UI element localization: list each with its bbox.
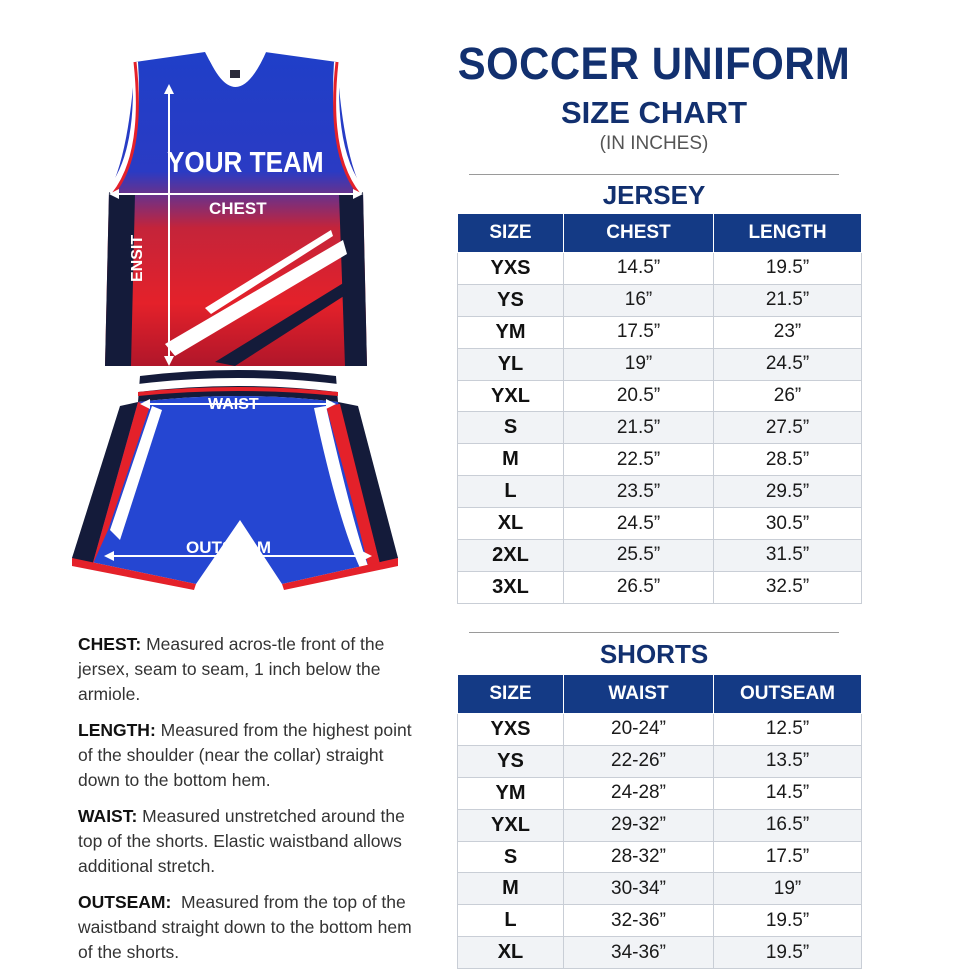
table-row (458, 571, 862, 603)
waist-label: WAIST (208, 396, 259, 413)
chart-title: SOCCER UNIFORM (457, 38, 851, 89)
header-outseam: OUTSEAM (714, 675, 862, 714)
measurement-cell: 23.5” (564, 476, 714, 508)
size-cell: YXL (458, 809, 564, 841)
measurement-cell: 19.5” (714, 905, 862, 937)
size-cell: XL (458, 508, 564, 540)
team-name-text: YOUR TEAM (167, 147, 324, 179)
table-row (458, 508, 862, 540)
measurement-cell: 26” (714, 380, 862, 412)
table-row (458, 476, 862, 508)
measurement-cell: 14.5” (714, 777, 862, 809)
measurement-cell: 26.5” (564, 571, 714, 603)
measurement-cell: 19.5” (714, 937, 862, 969)
size-cell: YS (458, 745, 564, 777)
measurement-cell: 28.5” (714, 444, 862, 476)
note-waist: WAIST: Measured unstretched around the top of the shorts. Elastic waistband allows additional stretch. (78, 806, 405, 876)
table-row (458, 444, 862, 476)
note-chest: CHEST: Measured acros-tle front of the jersex, seam to seam, 1 inch below the armiole. (78, 634, 385, 704)
size-cell: YXS (458, 253, 564, 285)
table-row (458, 809, 862, 841)
size-cell: YL (458, 348, 564, 380)
size-cell: S (458, 412, 564, 444)
measurement-cell: 34-36” (564, 937, 714, 969)
measurement-cell: 29-32” (564, 809, 714, 841)
size-cell: YM (458, 777, 564, 809)
tag (230, 70, 240, 78)
divider (469, 174, 839, 175)
size-cell: L (458, 905, 564, 937)
table-row (458, 714, 862, 746)
measurement-cell: 19” (714, 873, 862, 905)
header-waist: WAIST (564, 675, 714, 714)
measurement-cell: 32-36” (564, 905, 714, 937)
table-row (458, 873, 862, 905)
note-outseam: OUTSEAM: Measured from the top of the waistband straight down to the bottom hem of the shorts. (78, 892, 417, 962)
measurement-cell: 28-32” (564, 841, 714, 873)
jersey-illustration (95, 44, 377, 374)
measurement-cell: 27.5” (714, 412, 862, 444)
measurement-cell: 30.5” (714, 508, 862, 540)
size-cell: L (458, 476, 564, 508)
divider (469, 632, 839, 633)
table-row (458, 937, 862, 969)
table-row (458, 348, 862, 380)
measurement-cell: 19” (564, 348, 714, 380)
size-cell: YS (458, 284, 564, 316)
chart-subtitle: SIZE CHART (561, 95, 747, 130)
header-length: LENGTH (714, 214, 862, 253)
shorts-illustration (68, 370, 408, 595)
table-row (458, 253, 862, 285)
measurement-cell: 16.5” (714, 809, 862, 841)
measurement-cell: 19.5” (714, 253, 862, 285)
measurement-cell: 32.5” (714, 571, 862, 603)
shorts-section-title: SHORTS (599, 639, 709, 669)
chest-label: CHEST (209, 199, 267, 218)
outseam-label: OUTSEAM (186, 538, 271, 557)
measurement-cell: 25.5” (564, 540, 714, 572)
measurement-cell: 31.5” (714, 540, 862, 572)
measurement-cell: 22.5” (564, 444, 714, 476)
size-cell: 3XL (458, 571, 564, 603)
measurement-cell: 16” (564, 284, 714, 316)
measurement-cell: 12.5” (714, 714, 862, 746)
size-cell: XL (458, 937, 564, 969)
table-row (458, 540, 862, 572)
jersey-size-table (457, 213, 862, 604)
measurement-cell: 29.5” (714, 476, 862, 508)
table-row (458, 745, 862, 777)
shorts-size-table (457, 674, 862, 969)
measurement-cell: 23” (714, 316, 862, 348)
size-cell: YXS (458, 714, 564, 746)
size-cell: YM (458, 316, 564, 348)
table-row (458, 777, 862, 809)
measurement-cell: 21.5” (564, 412, 714, 444)
measurement-cell: 24-28” (564, 777, 714, 809)
measurement-cell: 17.5” (714, 841, 862, 873)
measurement-cell: 21.5” (714, 284, 862, 316)
size-cell: M (458, 444, 564, 476)
measurement-cell: 22-26” (564, 745, 714, 777)
table-row (458, 380, 862, 412)
table-row (458, 284, 862, 316)
measurement-cell: 14.5” (564, 253, 714, 285)
jersey-section-title: JERSEY (602, 180, 706, 210)
header-size: SIZE (458, 214, 564, 253)
size-cell: 2XL (458, 540, 564, 572)
size-cell: S (458, 841, 564, 873)
table-row (458, 412, 862, 444)
measurement-cell: 13.5” (714, 745, 862, 777)
measurement-cell: 20.5” (564, 380, 714, 412)
table-header-row (458, 675, 862, 714)
size-cell: M (458, 873, 564, 905)
measurement-cell: 24.5” (714, 348, 862, 380)
table-row (458, 316, 862, 348)
measurement-cell: 17.5” (564, 316, 714, 348)
table-row (458, 841, 862, 873)
measurement-cell: 20-24” (564, 714, 714, 746)
measurement-cell: 30-34” (564, 873, 714, 905)
length-label: ENSIT (129, 234, 146, 282)
units-note: (IN INCHES) (599, 133, 709, 154)
table-row (458, 905, 862, 937)
table-header-row (458, 214, 862, 253)
note-length: LENGTH: Measured from the highest point of the shoulder (near the collar) straight down to the bottom hem. (78, 720, 412, 790)
header-size: SIZE (458, 675, 564, 714)
size-cell: YXL (458, 380, 564, 412)
header-chest: CHEST (564, 214, 714, 253)
measurement-cell: 24.5” (564, 508, 714, 540)
measurement-notes (78, 632, 428, 976)
